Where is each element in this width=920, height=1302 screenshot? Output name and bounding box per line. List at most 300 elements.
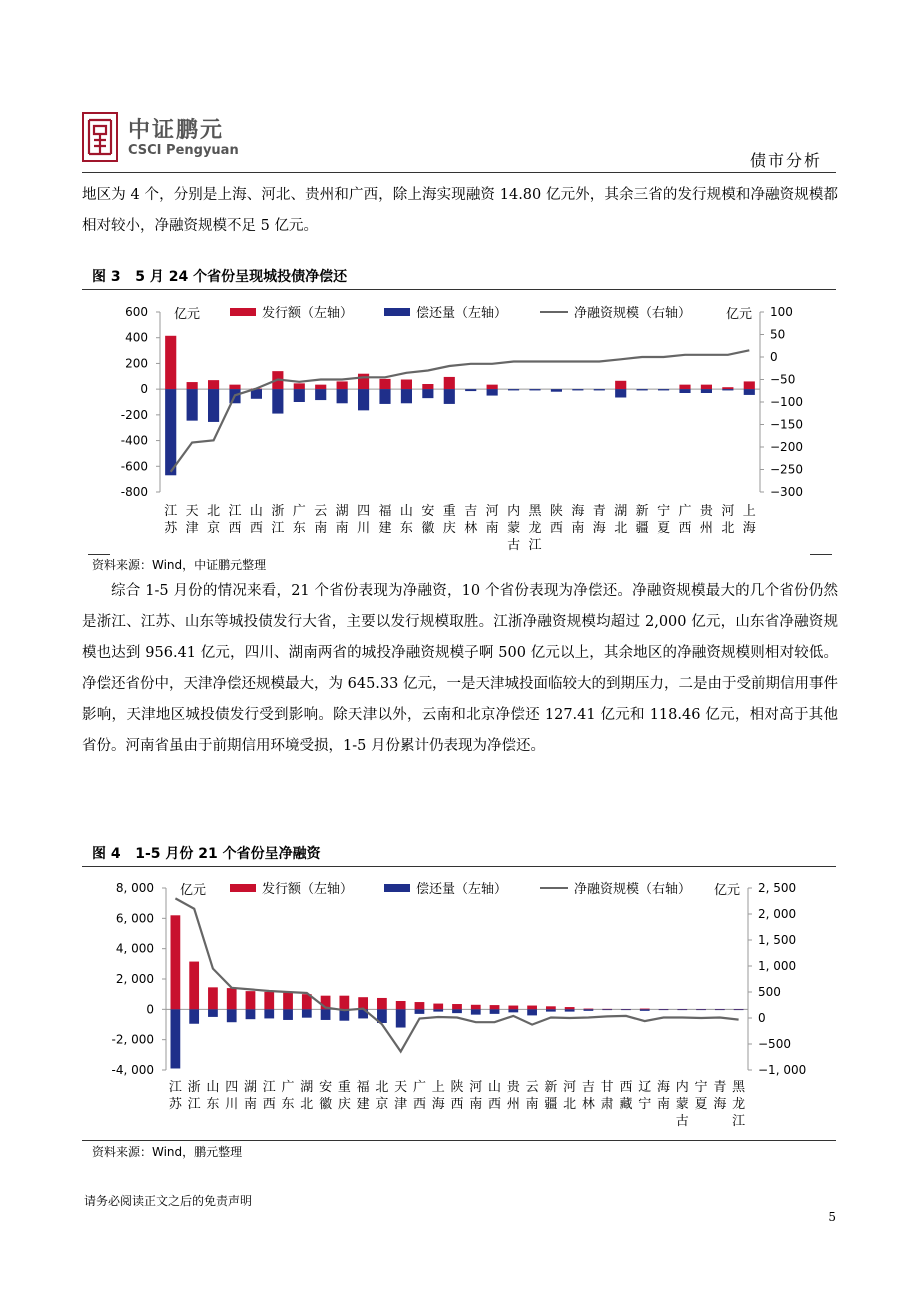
category-label-char: 安	[421, 504, 435, 519]
bar-repayment	[302, 1009, 312, 1017]
figure-3-source: 资料来源：Wind，中证鹏元整理	[92, 558, 267, 572]
left-tick-label: -2, 000	[111, 1032, 154, 1047]
category-label	[164, 504, 178, 536]
category-label-char: 天	[185, 504, 199, 519]
figure-3-chart	[0, 292, 920, 554]
bar-issuance	[187, 382, 198, 389]
bar-issuance	[615, 381, 626, 389]
bar-issuance	[264, 992, 274, 1009]
category-label	[186, 504, 199, 536]
legend-label-repayment: 偿还量（左轴）	[416, 882, 508, 897]
category-label	[432, 1080, 445, 1112]
left-tick-label: 600	[125, 305, 148, 319]
bar-repayment	[165, 389, 176, 475]
category-label-char: 海	[431, 1097, 445, 1112]
bar-repayment	[171, 1009, 181, 1068]
category-label-char: 贵	[699, 504, 713, 519]
category-label	[695, 1080, 708, 1112]
left-tick-label: 4, 000	[115, 941, 154, 956]
category-label-char: 北	[375, 1080, 389, 1095]
bar-repayment	[696, 1009, 706, 1010]
right-tick-label: −250	[770, 462, 803, 477]
category-label	[450, 1079, 463, 1112]
category-label-char: 山	[399, 504, 413, 519]
category-label-char: 湖	[243, 1080, 257, 1095]
disclaimer-footer: 请务必阅读正文之后的免责声明	[84, 1194, 253, 1208]
bar-issuance	[315, 385, 326, 390]
category-label-char: 西	[262, 1097, 276, 1112]
category-label	[732, 1080, 746, 1129]
category-label-char: 山	[249, 504, 263, 519]
category-label-char: 北	[300, 1097, 314, 1112]
figure-3-bottom-rule-left	[88, 554, 110, 555]
category-label-char: 西	[488, 1097, 502, 1112]
bar-repayment	[337, 389, 348, 403]
bar-repayment	[315, 389, 326, 400]
figure-4-top-rule	[82, 866, 836, 867]
category-label	[721, 504, 734, 536]
category-label	[394, 1080, 407, 1112]
category-label-char: 肃	[600, 1097, 614, 1112]
page-number: 5	[828, 1210, 836, 1224]
category-label-char: 山	[488, 1080, 502, 1095]
category-label-char: 青	[713, 1080, 727, 1095]
bar-issuance	[508, 1006, 518, 1010]
category-label-char: 甘	[600, 1080, 614, 1095]
bar-issuance	[471, 1005, 481, 1010]
bar-repayment	[208, 1009, 218, 1017]
category-label-char: 蒙	[675, 1097, 689, 1112]
bar-repayment	[744, 389, 755, 395]
category-label-char: 州	[506, 1097, 520, 1112]
bar-repayment	[529, 389, 540, 390]
category-label-char: 苏	[168, 1097, 182, 1112]
category-label	[375, 1080, 388, 1112]
bar-issuance	[640, 1009, 650, 1010]
category-label	[263, 1080, 276, 1112]
bar-issuance	[415, 1002, 425, 1009]
category-label	[336, 503, 349, 536]
bar-repayment	[227, 1009, 237, 1022]
category-label	[582, 1079, 595, 1112]
category-label-char: 江	[187, 1097, 201, 1112]
category-label-char: 内	[507, 504, 521, 519]
category-label-char: 蒙	[507, 521, 521, 536]
bar-issuance	[679, 385, 690, 390]
category-label-char: 京	[207, 521, 221, 536]
category-label	[188, 1079, 201, 1112]
category-label-char: 云	[314, 504, 328, 519]
category-label-char: 上	[431, 1080, 445, 1095]
category-label-char: 海	[742, 521, 756, 536]
bar-repayment	[264, 1009, 274, 1018]
left-tick-label: 0	[140, 382, 148, 397]
right-tick-label: −1, 000	[758, 1063, 807, 1077]
category-label-char: 上	[742, 504, 756, 519]
category-label	[314, 504, 327, 536]
category-label-char: 天	[394, 1080, 408, 1095]
category-label-char: 湖	[335, 504, 349, 519]
bar-issuance	[208, 380, 219, 389]
bar-repayment	[572, 389, 583, 390]
category-label-char: 西	[228, 521, 242, 536]
right-unit-label: 亿元	[714, 883, 741, 898]
bar-repayment	[471, 1009, 481, 1014]
category-label	[421, 503, 434, 536]
category-label-char: 林	[581, 1097, 595, 1112]
figure-4-label: 图 4	[92, 846, 121, 862]
category-label-char: 北	[614, 521, 628, 536]
category-label-char: 西	[619, 1080, 633, 1095]
left-unit-label: 亿元	[180, 883, 207, 898]
brand-name-cn: 中证鹏元	[128, 118, 225, 143]
category-label	[207, 504, 220, 536]
figure-4-bottom-rule	[82, 1140, 836, 1141]
category-label-char: 江	[271, 521, 285, 536]
category-label-char: 川	[357, 521, 371, 536]
category-label	[338, 1080, 351, 1112]
category-label	[657, 1080, 670, 1112]
category-label-char: 海	[571, 504, 585, 519]
bar-issuance	[565, 1007, 575, 1009]
category-label-char: 山	[206, 1080, 220, 1095]
bar-repayment	[701, 389, 712, 393]
category-label	[601, 1079, 614, 1112]
category-label-char: 南	[657, 1097, 671, 1112]
category-label-char: 北	[207, 504, 221, 519]
category-label-char: 吉	[581, 1080, 595, 1095]
category-label-char: 浙	[187, 1080, 201, 1095]
legend-label-issuance: 发行额（左轴）	[262, 882, 354, 897]
category-label-char: 重	[337, 1080, 351, 1095]
category-label	[528, 504, 542, 553]
category-label-char: 疆	[544, 1097, 558, 1112]
bar-repayment	[487, 389, 498, 395]
category-label-char: 南	[243, 1097, 257, 1112]
left-tick-label: 200	[125, 356, 148, 371]
paragraph-1: 地区为 4 个，分别是上海、河北、贵州和广西，除上海实现融资 14.80 亿元外，其余三省的发行规模和净融资规模都相对较小，净融资规模不足 5 亿元。	[82, 187, 838, 234]
category-label-char: 广	[678, 504, 692, 519]
bar-issuance	[444, 377, 455, 389]
bar-repayment	[677, 1009, 687, 1010]
category-label-char: 南	[525, 1097, 539, 1112]
bar-issuance	[744, 381, 755, 389]
bar-issuance	[490, 1005, 500, 1009]
bar-issuance	[546, 1006, 556, 1009]
figure-4-chart	[0, 868, 920, 1140]
figure-4-title: 1-5 月份 21 个省份呈净融资	[135, 846, 321, 862]
left-tick-label: 2, 000	[115, 972, 154, 986]
category-label-char: 江	[528, 538, 542, 553]
bar-repayment	[208, 389, 219, 422]
category-label-char: 庆	[337, 1097, 351, 1112]
category-label-char: 建	[378, 521, 392, 536]
bar-issuance	[527, 1006, 537, 1010]
right-tick-label: −100	[770, 395, 803, 409]
right-tick-label: 2, 000	[758, 907, 797, 921]
bar-repayment	[594, 389, 605, 390]
bar-repayment	[546, 1009, 556, 1011]
category-label	[357, 504, 370, 536]
category-label-char: 龙	[528, 521, 542, 536]
category-label-char: 安	[319, 1080, 333, 1095]
bar-repayment	[272, 389, 283, 413]
category-label	[244, 1079, 257, 1112]
category-label-char: 重	[442, 504, 456, 519]
category-label-char: 河	[485, 504, 499, 519]
bar-repayment	[294, 389, 305, 402]
brand-name-en: CSCI Pengyuan	[128, 143, 239, 158]
bar-repayment	[640, 1009, 650, 1011]
category-label	[206, 1080, 219, 1112]
bar-repayment	[415, 1009, 425, 1014]
left-tick-label: -600	[120, 459, 148, 474]
bar-repayment	[715, 1009, 725, 1010]
bar-issuance	[487, 385, 498, 390]
category-label	[357, 1080, 370, 1112]
bar-repayment	[527, 1009, 537, 1015]
bar-repayment	[444, 389, 455, 404]
category-label-char: 福	[356, 1080, 370, 1095]
right-tick-label: 0	[770, 350, 778, 364]
figure-4-source: 资料来源：Wind，鹏元整理	[92, 1145, 243, 1159]
bar-repayment	[722, 389, 733, 390]
bar-issuance	[722, 387, 733, 389]
category-label-char: 南	[469, 1097, 483, 1112]
category-label-char: 西	[249, 521, 263, 536]
bar-repayment	[615, 389, 626, 397]
category-label	[282, 1080, 295, 1112]
bar-issuance	[377, 998, 387, 1009]
category-label	[619, 1080, 632, 1112]
category-label	[678, 504, 691, 536]
category-label-char: 陕	[450, 1080, 464, 1095]
bar-issuance	[337, 381, 348, 389]
category-label-char: 京	[375, 1097, 389, 1112]
category-label	[486, 504, 499, 536]
left-tick-label: 8, 000	[115, 881, 154, 895]
category-label	[293, 504, 306, 536]
category-label-char: 徽	[319, 1097, 333, 1112]
bar-repayment	[187, 389, 198, 421]
bar-repayment	[508, 389, 519, 390]
bar-repayment	[490, 1009, 500, 1014]
category-label-char: 东	[206, 1097, 220, 1112]
right-tick-label: −50	[770, 372, 796, 387]
category-label-char: 福	[378, 504, 392, 519]
left-tick-label: -200	[120, 407, 148, 422]
category-label	[378, 504, 391, 536]
category-label-char: 江	[228, 504, 242, 519]
bar-issuance	[171, 915, 181, 1009]
right-tick-label: 0	[758, 1011, 766, 1025]
bar-issuance	[422, 384, 433, 389]
category-label-char: 林	[464, 521, 478, 536]
bar-repayment	[422, 389, 433, 398]
category-label	[488, 1080, 501, 1112]
category-label	[469, 1080, 482, 1112]
category-label-char: 东	[281, 1097, 295, 1112]
legend-label-net-financing: 净融资规模（右轴）	[574, 882, 692, 897]
bar-repayment	[659, 1009, 669, 1010]
legend-label-issuance: 发行额（左轴）	[262, 306, 354, 321]
bar-repayment	[734, 1009, 744, 1010]
left-tick-label: -4, 000	[111, 1063, 154, 1077]
figure-3-caption	[92, 266, 347, 286]
right-unit-label: 亿元	[726, 307, 753, 322]
category-label-char: 黑	[528, 504, 542, 519]
category-label-char: 东	[399, 521, 413, 536]
bar-repayment	[379, 389, 390, 404]
category-label-char: 河	[469, 1080, 483, 1095]
category-label-char: 吉	[464, 504, 478, 519]
bar-repayment	[189, 1009, 199, 1023]
bar-repayment	[637, 389, 648, 390]
category-label-char: 广	[281, 1080, 295, 1095]
category-label-char: 北	[563, 1097, 577, 1112]
bar-repayment	[396, 1009, 406, 1027]
bar-repayment	[465, 389, 476, 391]
category-label-char: 州	[699, 521, 713, 536]
right-tick-label: −300	[770, 485, 803, 499]
category-label	[413, 1080, 426, 1112]
figure-4-caption	[92, 843, 321, 863]
bar-issuance	[283, 993, 293, 1010]
category-label-char: 川	[225, 1097, 239, 1112]
category-label-char: 疆	[635, 521, 649, 536]
category-label-char: 宁	[657, 504, 671, 519]
header-rule	[82, 172, 836, 173]
left-unit-label: 亿元	[174, 307, 201, 322]
left-tick-label: -400	[120, 433, 148, 448]
category-label-char: 辽	[638, 1080, 652, 1095]
category-label	[550, 503, 563, 536]
category-label	[593, 503, 606, 536]
category-label-char: 江	[164, 504, 178, 519]
category-label	[563, 1080, 576, 1112]
category-label-char: 四	[357, 504, 371, 519]
category-label-char: 西	[412, 1097, 426, 1112]
bar-issuance	[379, 379, 390, 389]
category-label	[636, 504, 649, 536]
right-tick-label: 1, 000	[758, 959, 797, 973]
category-label	[464, 503, 477, 536]
bar-issuance	[433, 1004, 443, 1010]
category-label	[743, 504, 756, 536]
category-label	[271, 503, 284, 536]
category-label-char: 浙	[271, 504, 285, 519]
category-label-char: 陕	[549, 504, 563, 519]
left-tick-label: 6, 000	[115, 911, 154, 926]
bar-repayment	[246, 1009, 256, 1019]
bar-issuance	[701, 385, 712, 390]
right-tick-label: 50	[770, 327, 786, 342]
category-label	[507, 1079, 521, 1112]
category-label-char: 庆	[442, 521, 456, 536]
category-label-char: 河	[563, 1080, 577, 1095]
figure-3-top-rule	[82, 289, 836, 290]
category-label-char: 北	[721, 521, 735, 536]
bar-issuance	[189, 962, 199, 1010]
category-label	[400, 504, 413, 536]
category-label-char: 西	[678, 521, 692, 536]
category-label-char: 宁	[638, 1097, 652, 1112]
category-label-char: 夏	[694, 1097, 708, 1112]
right-tick-label: −200	[770, 440, 803, 454]
category-label	[700, 503, 714, 536]
right-tick-label: 100	[770, 305, 793, 319]
category-label	[507, 503, 520, 553]
figure-3-bottom-rule-right	[810, 554, 832, 555]
bar-issuance	[358, 374, 369, 389]
category-label-char: 西	[549, 521, 563, 536]
legend-swatch-issuance	[230, 308, 256, 316]
bar-repayment	[433, 1009, 443, 1011]
category-label	[169, 1080, 183, 1112]
legend-swatch-issuance	[230, 884, 256, 892]
right-tick-label: 2, 500	[758, 881, 797, 895]
category-label-char: 西	[450, 1097, 464, 1112]
right-tick-label: −150	[770, 417, 803, 432]
category-label-char: 贵	[506, 1080, 520, 1095]
category-label-char: 海	[592, 521, 606, 536]
category-label-char: 四	[225, 1080, 239, 1095]
category-label-char: 建	[356, 1097, 370, 1112]
category-label-char: 湖	[300, 1080, 314, 1095]
category-label-char: 青	[592, 504, 606, 519]
category-label	[443, 504, 456, 536]
paragraph-2: 综合 1-5 月份的情况来看，21 个省份表现为净融资，10 个省份表现为净偿还。净融资规模最大的几个省份仍然是浙江、江苏、山东等城投债发行大省，主要以发行规模取胜。江浙净融资规模均超过 2,000 亿元，山东省净融资规模也达到 956.41 亿元，四川、湖南两省的城投净融资规模子啊 500 亿元以上，其余地区的净融资规模则相对较低。净偿还省份中，天津净偿还规模最大，为 645.33 亿元，一是天津城投面临较大的到期压力，二是由于受前期信用事件影响，天津地区城投债发行受到影响。除天津以外，云南和北京净偿还 127.41 亿元和 118.46 亿元，相对高于其他省份。河南省虽由于前期信用环境受损，1-5 月份累计仍表现为净偿还。	[82, 583, 838, 754]
category-label	[571, 504, 584, 536]
category-label-char: 津	[394, 1097, 408, 1112]
category-label-char: 宁	[694, 1080, 708, 1095]
figure-3-label: 图 3	[92, 269, 121, 285]
category-label	[676, 1079, 689, 1129]
category-label	[300, 1079, 313, 1112]
legend-swatch-repayment	[384, 884, 410, 892]
bar-issuance	[401, 380, 412, 390]
category-label	[526, 1080, 539, 1112]
bar-issuance	[339, 996, 349, 1010]
category-label-char: 江	[262, 1080, 276, 1095]
category-label-char: 河	[721, 504, 735, 519]
bar-repayment	[621, 1009, 631, 1010]
category-label-char: 新	[544, 1080, 558, 1095]
category-label	[614, 503, 627, 536]
category-label-char: 广	[292, 504, 306, 519]
category-label-char: 云	[525, 1080, 539, 1095]
right-tick-label: 500	[758, 985, 781, 999]
category-label	[319, 1079, 332, 1112]
bar-issuance	[584, 1009, 594, 1010]
category-label-char: 古	[675, 1114, 689, 1129]
bar-repayment	[679, 389, 690, 393]
left-tick-label: 0	[146, 1002, 154, 1017]
category-label-char: 海	[713, 1097, 727, 1112]
category-label-char: 南	[571, 521, 585, 536]
left-tick-label: -800	[120, 485, 148, 499]
category-label-char: 广	[412, 1080, 426, 1095]
bar-repayment	[508, 1009, 518, 1012]
category-label	[225, 1080, 238, 1112]
bar-repayment	[358, 389, 369, 410]
figure-3-title: 5 月 24 个省份呈现城投债净偿还	[135, 269, 348, 285]
category-label-char: 津	[185, 521, 199, 536]
category-label-char: 湖	[614, 504, 628, 519]
category-label-char: 江	[732, 1114, 746, 1129]
bar-repayment	[602, 1009, 612, 1010]
bar-repayment	[584, 1009, 594, 1011]
